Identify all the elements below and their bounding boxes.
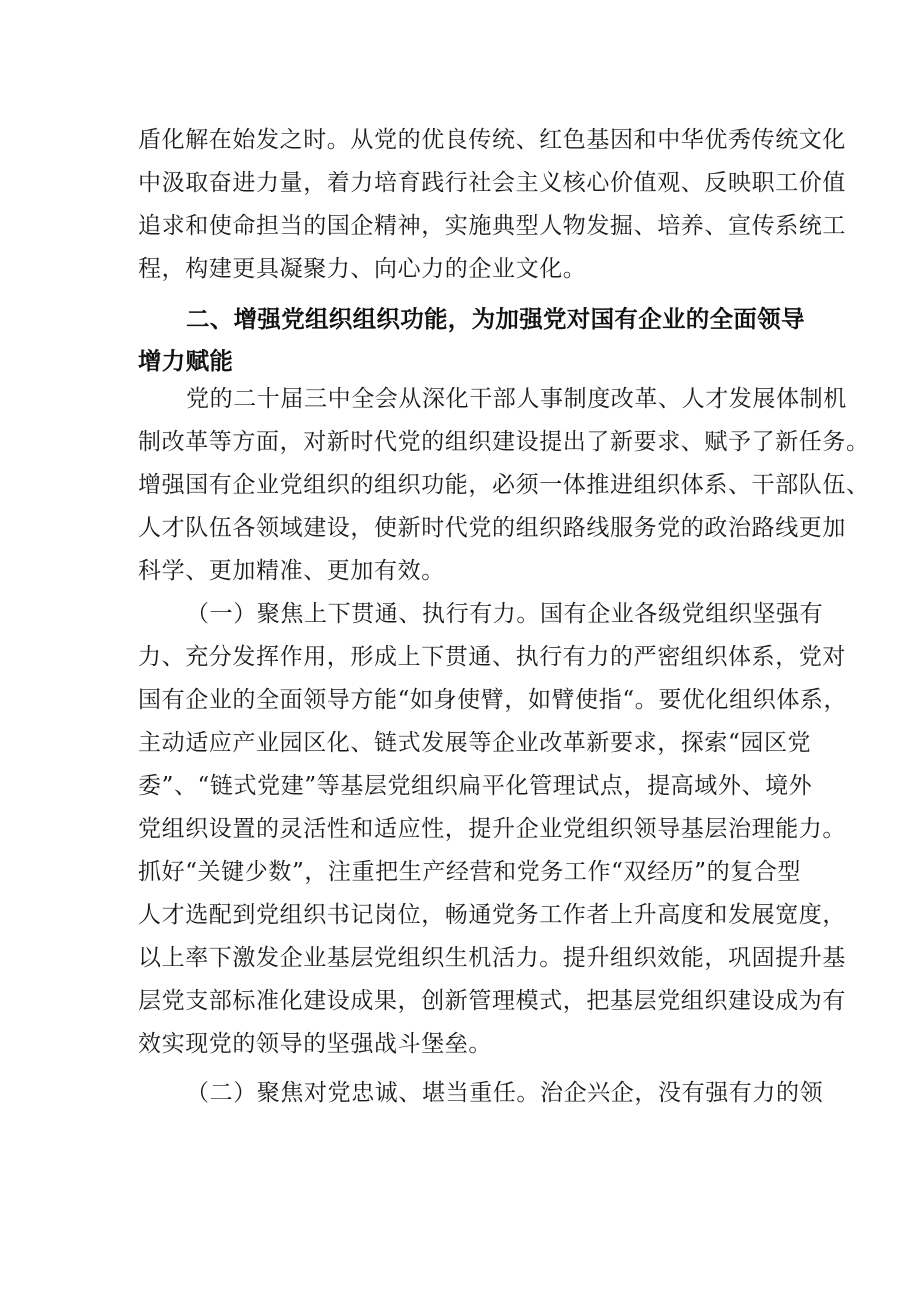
body-text-line: 追求和使命担当的国企精神，实施典型人物发掘、培养、宣传系统工	[138, 213, 846, 239]
body-text-line: 层党支部标准化建设成果，创新管理模式，把基层党组织建设成为有	[138, 988, 846, 1014]
section-heading: 二、增强党组织组织功能，为加强党对国有企业的全面领导	[186, 305, 805, 333]
subsection-text-line: （一）聚焦上下贯通、执行有力。国有企业各级党组织坚强有	[186, 601, 824, 627]
body-text-line: 力、充分发挥作用，形成上下贯通、执行有力的严密组织体系，党对	[138, 644, 846, 670]
body-text-line: 主动适应产业园区化、链式发展等企业改革新要求，探索“园区党	[138, 730, 812, 756]
section-heading: 增力赋能	[138, 347, 234, 375]
body-text-line: 制改革等方面，对新时代党的组织建设提出了新要求、赋予了新任务。	[138, 429, 870, 455]
body-text-line: 程，构建更具凝聚力、向心力的企业文化。	[138, 256, 587, 282]
body-text-line: 科学、更加精准、更加有效。	[138, 558, 445, 584]
body-text-line: 人才队伍各领域建设，使新时代党的组织路线服务党的政治路线更加	[138, 515, 846, 541]
body-text-line: 党的二十届三中全会从深化干部人事制度改革、人才发展体制机	[186, 386, 847, 412]
body-text-line: 委”、“链式党建”等基层党组织扁平化管理试点，提高域外、境外	[138, 773, 813, 799]
body-text-line: 盾化解在始发之时。从党的优良传统、红色基因和中华优秀传统文化	[138, 127, 846, 153]
body-text-line: 以上率下激发企业基层党组织生机活力。提升组织效能，巩固提升基	[138, 945, 846, 971]
body-text-line: 党组织设置的灵活性和适应性，提升企业党组织领导基层治理能力。	[138, 816, 846, 842]
body-text-line: 人才选配到党组织书记岗位，畅通党务工作者上升高度和发展宽度，	[138, 902, 846, 928]
body-text-line: 抓好“关键少数”，注重把生产经营和党务工作“双经历”的复合型	[138, 859, 802, 885]
body-text-line: 中汲取奋进力量，着力培育践行社会主义核心价值观、反映职工价值	[138, 170, 846, 196]
subsection-text-line: （二）聚焦对党忠诚、堪当重任。治企兴企，没有强有力的领	[186, 1080, 824, 1106]
body-text-line: 增强国有企业党组织的组织功能，必须一体推进组织体系、干部队伍、	[138, 472, 870, 498]
body-text-line: 国有企业的全面领导方能“如身使臂，如臂使指“。要优化组织体系，	[138, 687, 848, 713]
body-text-line: 效实现党的领导的坚强战斗堡垒。	[138, 1031, 492, 1057]
